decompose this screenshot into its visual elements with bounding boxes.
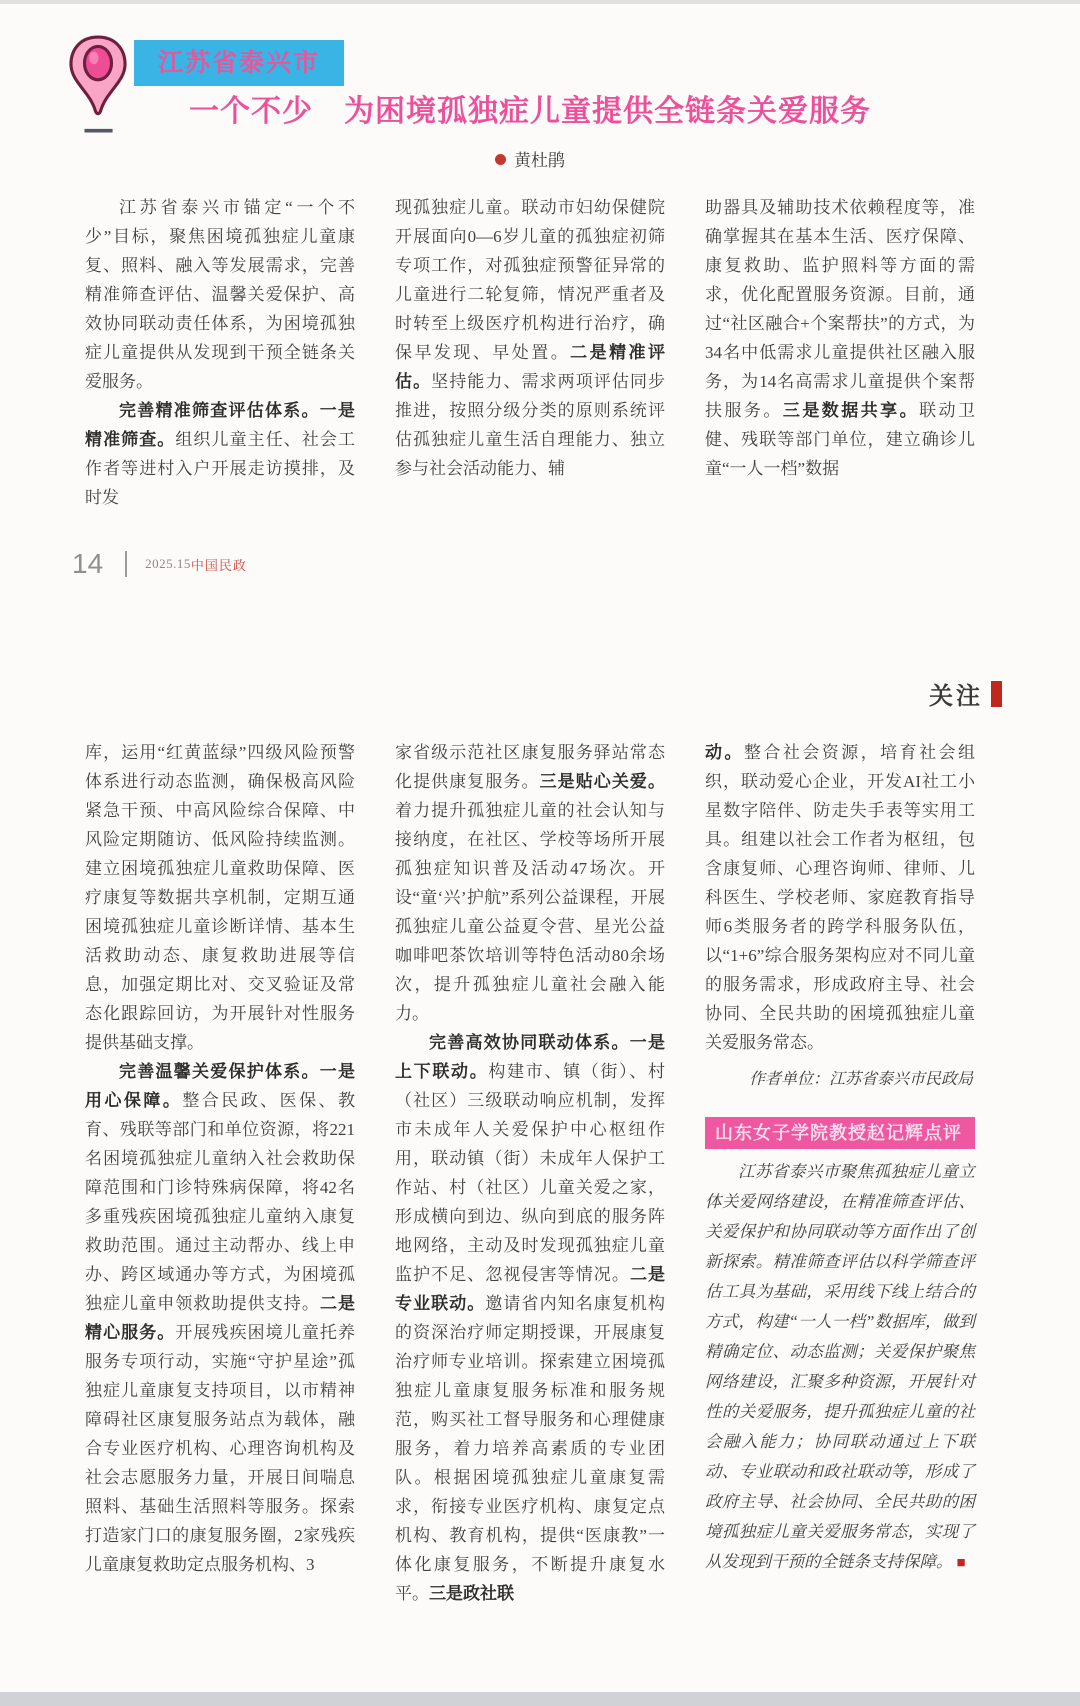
bottom-column-grid xyxy=(85,738,975,1608)
page-top-edge xyxy=(0,0,1080,4)
paragraph xyxy=(85,1057,355,1579)
bold-lead: 一是上下联动。 xyxy=(395,1033,665,1081)
bold-lead: 一是用心保障。 xyxy=(85,1062,355,1110)
text-segment: 着力提升孤独症儿童的社会认知与接纳度，在社区、学校等场所开展孤独症知识普及活动47场次。开设“童‘兴’护航”系列公益课程，开展孤独症儿童公益夏令营、星光公益咖啡吧茶饮培训等特色活动80余场次，提升孤独症儿童社会融入能力。 xyxy=(395,801,665,1023)
issue-number: 2025.15 xyxy=(145,556,191,571)
bold-lead: 二是精心服务。 xyxy=(85,1294,356,1342)
region-tag: 江苏省泰兴市 xyxy=(134,40,344,86)
bold-lead: 三是贴心关爱。 xyxy=(539,772,666,791)
article-title: 一个不少 为困境孤独症儿童提供全链条关爱服务 xyxy=(189,95,871,128)
comment-body xyxy=(705,1157,975,1578)
end-mark-icon: ■ xyxy=(956,1555,966,1571)
text-segment: 开展残疾困境儿童托养服务专项行动，实施“守护星途”孤独症儿童康复支持项目，以市精神障碍社区康复服务站点为载体，融合专业医疗机构、心理咨询机构及社会志愿服务力量，开展日间喘息照料、基础生活照料等服务。探索打造家门口的康复服务圈，2家残疾儿童康复救助定点服务机构、3 xyxy=(85,1323,356,1574)
paragraph xyxy=(395,738,665,1028)
text-segment: 江苏省泰兴市锚定“一个不少”目标，聚焦困境孤独症儿童康复、照料、融入等发展需求，完善精准筛查评估、温馨关爱保护、高效协同联动责任体系，为困境孤独症儿童提供从发现到干预全链条关爱服务。 xyxy=(85,198,355,391)
article-column xyxy=(85,738,355,1608)
bold-lead: 三是数据共享。 xyxy=(782,401,920,420)
text-segment: 现孤独症儿童。联动市妇幼保健院开展面向0—6岁儿童的孤独症初筛专项工作，对孤独症预警征异常的儿童进行二轮复筛，情况严重者及时转至上级医疗机构进行治疗，确保早发现、早处置。 xyxy=(395,198,665,362)
paragraph xyxy=(85,193,355,396)
section-label: 关注 xyxy=(929,683,983,710)
bold-lead: 一是精准筛查。 xyxy=(85,401,355,449)
text-segment: 构建市、镇（街）、村（社区）三级联动响应机制，发挥市未成年人关爱保护中心枢纽作用，联动镇（街）未成年人保护工作站、村（社区）儿童关爱之家，形成横向到边、纵向到底的服务阵地网络，主动及时发现孤独症儿童监护不足、忽视侵害等情况。 xyxy=(395,1062,666,1284)
paragraph xyxy=(705,738,975,1057)
text-segment: 邀请省内知名康复机构的资深治疗师定期授课，开展康复治疗师专业培训。探索建立困境孤独症儿童康复服务标准和服务规范，购买社工督导服务和心理健康服务，着力培养高素质的专业团队。根据困境孤独症儿童康复需求，衔接专业医疗机构、康复定点机构、教育机构，提供“医康教”一体化康复服务，不断提升康复水平。 xyxy=(395,1294,666,1603)
text-segment: 整合社会资源，培育社会组织，联动爱心企业，开发AI社工小星数字陪伴、防走失手表等实用工具。组建以社会工作者为枢纽，包含康复师、心理咨询师、律师、儿科医生、学校老师、家庭教育指导师6类服务者的跨学科服务队伍，以“1+6”综合服务架构应对不同儿童的服务需求，形成政府主导、社会协同、全民共助的困境孤独症儿童关爱服务常态。 xyxy=(705,743,976,1052)
bold-lead: 完善高效协同联动体系。 xyxy=(429,1033,630,1052)
text-segment: 江苏省泰兴市聚焦孤独症儿童立体关爱网络建设，在精准筛查评估、关爱保护和协同联动等方面作出了创新探索。精准筛查评估以科学筛查评估工具为基础，采用线下线上结合的方式，构建“一人一档”数据库，做到精确定位、动态监测；关爱保护聚焦网络建设，汇聚多种资源，开展针对性的关爱服务，提升孤独症儿童的社会融入能力；协同联动通过上下联动、专业联动和政社联动等，形成了政府主导、社会协同、全民共助的困境孤独症儿童关爱服务常态，实现了从发现到干预的全链条支持保障。 xyxy=(705,1162,975,1571)
top-column-grid xyxy=(85,193,975,512)
bold-lead: 动。 xyxy=(705,743,744,762)
bold-lead: 二是专业联动。 xyxy=(395,1265,666,1313)
section-header xyxy=(929,676,1002,711)
section-marker-icon xyxy=(991,681,1002,707)
text-segment: 助器具及辅助技术依赖程度等，准确掌握其在基本生活、医疗保障、康复救助、监护照料等方面的需求，优化配置服务资源。目前，通过“社区融合+个案帮扶”的方式，为34名中低需求儿童提供社区融入服务，为14名高需求儿童提供个案帮扶服务。 xyxy=(705,198,975,420)
footer-divider xyxy=(125,551,127,577)
article-column-with-comment xyxy=(705,738,975,1608)
bold-lead: 二是精准评估。 xyxy=(395,343,666,391)
paragraph xyxy=(705,193,975,483)
author-dot-icon xyxy=(495,154,506,165)
paragraph xyxy=(705,1157,975,1578)
magazine-name: 中国民政 xyxy=(190,557,247,573)
bold-lead: 三是政社联 xyxy=(429,1584,514,1603)
author-name: 黄杜鹃 xyxy=(514,151,565,170)
article-column xyxy=(85,193,355,512)
text-segment: 坚持能力、需求两项评估同步推进，按照分级分类的原则系统评估孤独症儿童生活自理能力、独立参与社会活动能力、辅 xyxy=(395,372,666,478)
text-segment: 库，运用“红黄蓝绿”四级风险预警体系进行动态监测，确保极高风险紧急干预、中高风险综合保障、中风险定期随访、低风险持续监测。建立困境孤独症儿童救助保障、医疗康复等数据共享机制，定期互通困境孤独症儿童诊断详情、基本生活救助动态、康复救助进展等信息，加强定期比对、交叉验证及常态化跟踪回访，为开展针对性服务提供基础支撑。 xyxy=(85,743,355,1052)
text-segment: 联动卫健、残联等部门单位，建立确诊儿童“一人一档”数据 xyxy=(705,401,976,478)
page-number: 14 xyxy=(72,548,104,579)
text-segment: 家省级示范社区康复服务驿站常态化提供康复服务。 xyxy=(395,743,665,791)
page-footer xyxy=(72,548,247,580)
paragraph xyxy=(85,738,355,1057)
article-column xyxy=(705,193,975,512)
paragraph xyxy=(85,396,355,512)
article-column xyxy=(705,738,975,1057)
article-column xyxy=(395,738,665,1608)
paragraph xyxy=(395,193,665,483)
paragraph xyxy=(395,1028,665,1608)
article-column xyxy=(395,193,665,512)
byline xyxy=(85,146,975,171)
page-bottom-edge xyxy=(0,1692,1080,1706)
bold-lead: 完善精准筛查评估体系。 xyxy=(119,401,320,420)
text-segment: 整合民政、医保、教育、残联等部门和单位资源，将221名困境孤独症儿童纳入社会救助保障范围和门诊特殊病保障，将42名多重残疾困境孤独症儿童纳入康复救助范围。通过主动帮办、线上申办、跨区域通办等方式，为困境孤独症儿童申领救助提供支持。 xyxy=(85,1091,356,1313)
comment-banner: 山东女子学院教授赵记辉点评 xyxy=(705,1117,975,1149)
text-segment: 组织儿童主任、社会工作者等进村入户开展走访摸排，及时发 xyxy=(85,430,356,507)
author-unit: 作者单位：江苏省泰兴市民政局 xyxy=(748,1071,973,1088)
bold-lead: 完善温馨关爱保护体系。 xyxy=(119,1062,320,1081)
